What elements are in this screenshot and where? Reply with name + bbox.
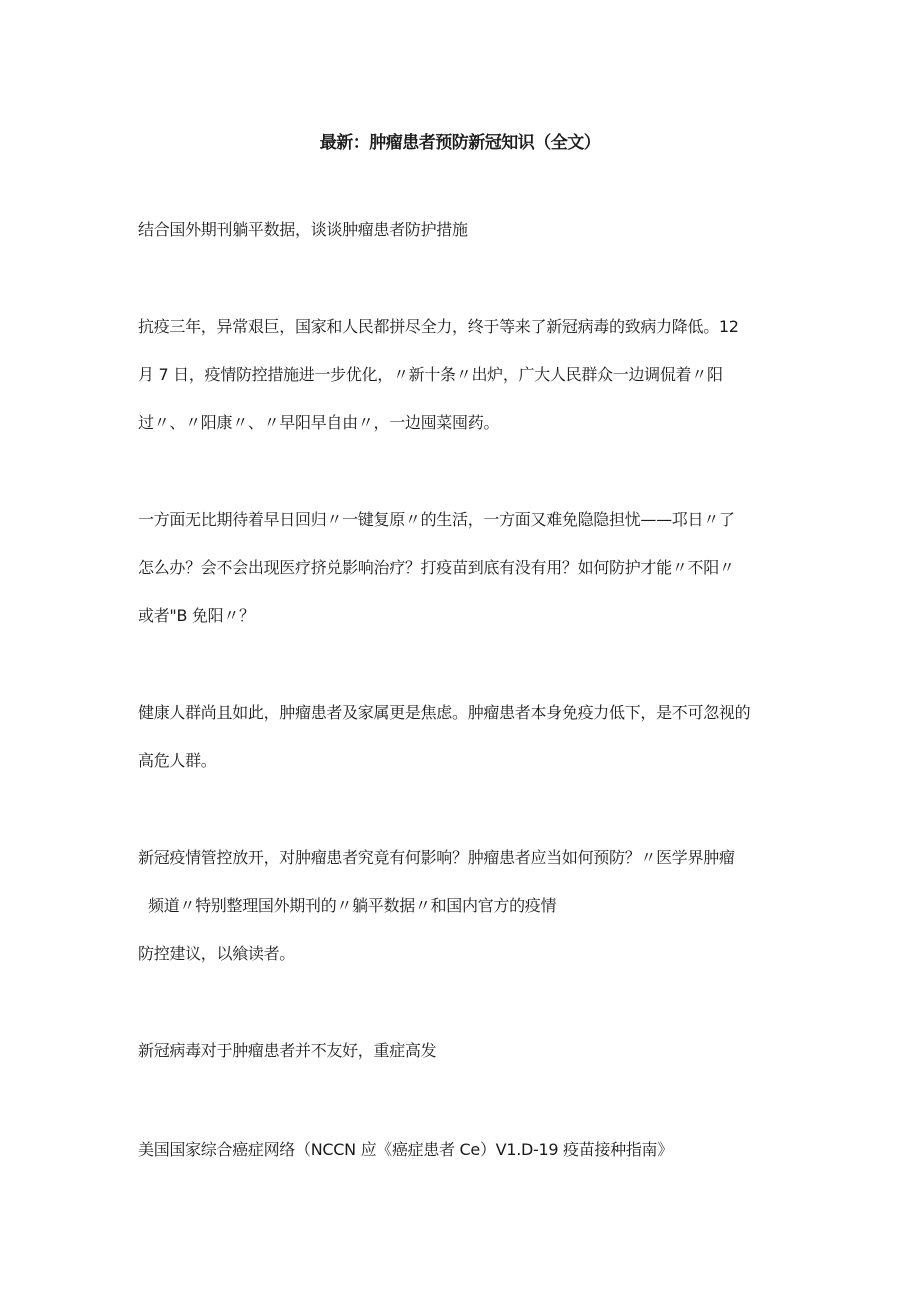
paragraph-line: 过〃、〃阳康〃、〃早阳早自由〃，一边囤菜囤药。 <box>138 413 500 432</box>
paragraph-line: 或者"B 免阳〃？ <box>138 606 255 625</box>
paragraph-line: 一方面无比期待着早日回归〃一键复原〃的生活，一方面又难免隐隐担忧——邛日〃了 <box>138 510 735 529</box>
reference-line: 美国国家综合癌症网络（NCCN 应《癌症患者 Ce）V1.D-19 疫苗接种指南》 <box>138 1140 673 1159</box>
paragraph-line: 高危人群。 <box>138 751 217 770</box>
paragraph-line: 防控建议，以飨读者。 <box>138 944 296 963</box>
paragraph-line: 健康人群尚且如此，肿瘤患者及家属更是焦虑。肿瘤患者本身免疫力低下，是不可忽视的 <box>138 703 751 722</box>
paragraph-line: 新冠疫情管控放开，对肿瘤患者究竟有何影响？肿瘤患者应当如何预防？〃医学界肿瘤 <box>138 848 735 867</box>
paragraph-line: 月 7 日，疫情防控措施进一步优化，〃新十条〃出炉，广大人民群众一边调侃着〃阳 <box>138 365 723 384</box>
paragraph-line: 频道〃特别整理国外期刊的〃躺平数据〃和国内官方的疫情 <box>148 896 557 915</box>
subtitle-line: 结合国外期刊躺平数据，谈谈肿瘤患者防护措施 <box>138 220 468 239</box>
section-heading: 新冠病毒对于肿瘤患者并不友好，重症高发 <box>138 1041 437 1060</box>
paragraph-line: 怎么办？会不会出现医疗挤兑影响治疗？打疫苗到底有没有用？如何防护才能〃不阳〃 <box>138 558 735 577</box>
document-title: 最新：肿瘤患者预防新冠知识（全文） <box>319 133 601 153</box>
paragraph-line: 抗疫三年，异常艰巨，国家和人民都拼尽全力，终于等来了新冠病毒的致病力降低。12 <box>138 317 739 336</box>
